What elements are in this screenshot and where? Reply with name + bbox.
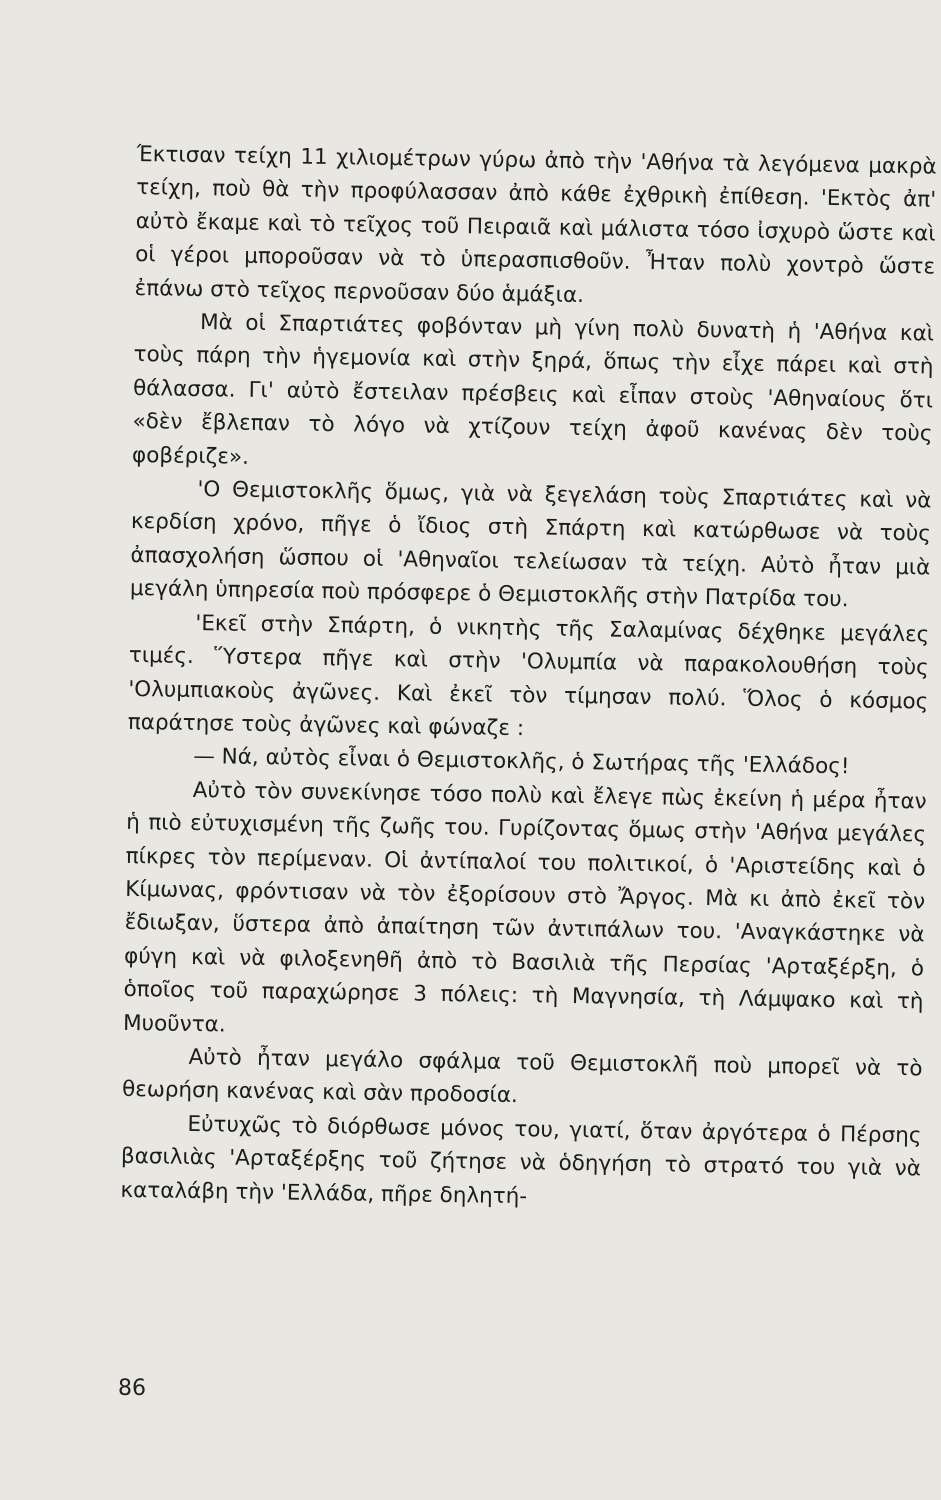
paragraph-poison: Εὐτυχῶς τὸ διόρθωσε μόνος του, γιατί, ὅταν ἀργότερα ὁ Πέρσης βασιλιὰς 'Αρταξέρξης τοῦ ζήτησε νὰ ὁδηγήση τὸ στρατό του γιὰ νὰ καταλάβη τὴν 'Ελλάδα, πῆρε δηλητή- (120, 1111, 922, 1209)
paragraph-exile: Αὐτὸ τὸν συνεκίνησε τόσο πολὺ καὶ ἔλεγε πὼς ἐκείνη ἡ μέρα ἦταν ἡ πιὸ εὐτυχισμένη τῆς ζωῆς του. Γυρίζοντας ὅμως στὴν 'Αθήνα μεγάλες πίκρες τὸν περίμεναν. Οἱ ἀντίπαλοί του πολιτικοί, ὁ 'Αριστείδης καὶ ὁ Κίμωνας, φρόντισαν νὰ τὸν ἐξορίσουν στὸ Ἄργος. Μὰ κι ἀπὸ ἐκεῖ τὸν ἔδιωξαν, ὕστερα ἀπὸ ἀπαίτηση τῶν ἀντιπάλων του. 'Αναγκάστηκε νὰ φύγη καὶ νὰ φιλοξενηθῆ ἀπὸ τὸ Βασιλιὰ τῆς Περσίας 'Αρταξέρξη, ὁ ὁποῖος τοῦ παραχώρησε 3 πόλεις: τὴ Μαγνησία, τὴ Λάμψακο καὶ τὴ Μυοῦντα. (122, 777, 927, 1038)
body-text (120, 138, 937, 1219)
paragraph-themistocles-sparta: 'Ο Θεμιστοκλῆς ὅμως, γιὰ νὰ ξεγελάση τοὺς Σπαρτιάτες καὶ νὰ κερδίση χρόνο, πῆγε ὁ ἴδιος στὴ Σπάρτη καὶ κατώρθωσε νὰ τοὺς ἀπασχολήση ὥσπου οἱ 'Αθηναῖοι τελείωσαν τὰ τείχη. Αὐτὸ ἦταν μιὰ μεγάλη ὑπηρεσία ποὺ πρόσφερε ὁ Θεμιστοκλῆς στὴν Πατρίδα του. (129, 477, 932, 613)
page-number: 86 (118, 1376, 146, 1401)
paragraph-mistake: Αὐτὸ ἦταν μεγάλο σφάλμα τοῦ Θεμιστοκλῆ ποὺ μπορεῖ νὰ τὸ θεωρήση κανένας καὶ σὰν προδοσία. (121, 1044, 923, 1109)
paragraph-quote: — Νά, αὐτὸς εἶναι ὁ Θεμιστοκλῆς, ὁ Σωτήρας τῆς 'Ελλάδος! (193, 744, 850, 780)
paragraph-honors: 'Εκεῖ στὴν Σπάρτη, ὁ νικητὴς τῆς Σαλαμίνας δέχθηκε μεγάλες τιμές. Ὕστερα πῆγε καὶ στὴν 'Ολυμπία νὰ παρακολουθήση τοὺς 'Ολυμπιακοὺς ἀγῶνες. Καὶ ἐκεῖ τὸν τίμησαν πολύ. Ὅλος ὁ κόσμος παράτησε τοὺς ἀγῶνες καὶ φώναζε : (127, 610, 930, 742)
paragraph-spartans-fear: Μὰ οἱ Σπαρτιάτες φοβόνταν μὴ γίνη πολὺ δυνατὴ ἡ 'Αθήνα καὶ τοὺς πάρη τὴν ἡγεμονία καὶ στὴν ξηρά, ὅπως τὴν εἶχε πάρει καὶ στὴ θάλασσα. Γι' αὐτὸ ἔστειλαν πρέσβεις καὶ εἶπαν στοὺς 'Αθηναίους ὅτι «δὲν ἔβλεπαν τὸ λόγο νὰ χτίζουν τείχη ἀφοῦ κανένας δὲν τοὺς φοβέριζε». (131, 310, 935, 470)
paragraph-walls: Έκτισαν τείχη 11 χιλιομέτρων γύρω ἀπὸ τὴν 'Αθήνα τὰ λεγόμενα μακρὰ τείχη, ποὺ θὰ τὴν προφύλασσαν ἀπὸ κάθε ἐχθρικὴ ἐπίθεση. 'Εκτὸς ἀπ' αὐτὸ ἔκαμε καὶ τὸ τεῖχος τοῦ Πειραιᾶ καὶ μάλιστα τόσο ἰσχυρὸ ὥστε καὶ οἱ γέροι μποροῦσαν νὰ τὸ ὑπερασπισθοῦν. Ἦταν πολὺ χοντρὸ ὥστε ἐπάνω στὸ τεῖχος περνοῦσαν δύο ἁμάξια. (134, 141, 937, 308)
